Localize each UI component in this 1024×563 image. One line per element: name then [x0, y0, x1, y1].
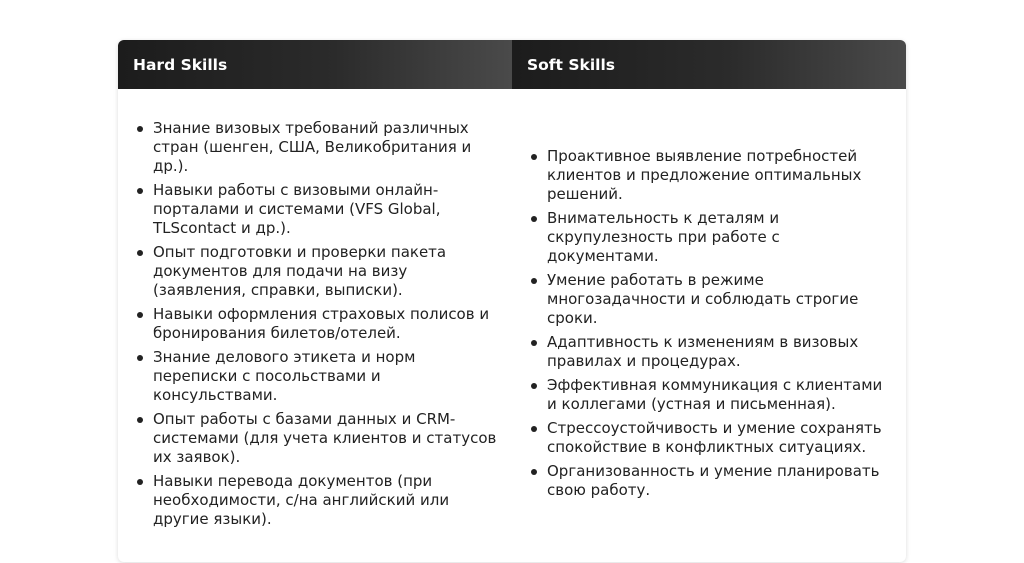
list-item: Проактивное выявление потребностей клиентов и предложение оптимальных решений.: [547, 147, 894, 204]
list-item: Умение работать в режиме многозадачности и соблюдать строгие сроки.: [547, 271, 894, 328]
list-item: Навыки оформления страховых полисов и бронирования билетов/отелей.: [153, 305, 500, 343]
list-item: Эффективная коммуникация с клиентами и коллегами (устная и письменная).: [547, 376, 894, 414]
list-item: Внимательность к деталям и скрупулезность при работе с документами.: [547, 209, 894, 266]
hard-skills-list: [118, 119, 512, 534]
list-item: Навыки работы с визовыми онлайн-порталами и системами (VFS Global, TLScontact и др.).: [153, 181, 500, 238]
list-item: Опыт работы с базами данных и CRM-системами (для учета клиентов и статусов их заявок).: [153, 410, 500, 467]
list-item: Организованность и умение планировать свою работу.: [547, 462, 894, 500]
list-item: Знание визовых требований различных стран (шенген, США, Великобритания и др.).: [153, 119, 500, 176]
soft-skills-header: Soft Skills: [512, 40, 906, 89]
list-item: Адаптивность к изменениям в визовых правилах и процедурах.: [547, 333, 894, 371]
list-item: Знание делового этикета и норм переписки с посольствами и консульствами.: [153, 348, 500, 405]
hard-skills-header: Hard Skills: [118, 40, 512, 89]
list-item: Стрессоустойчивость и умение сохранять спокойствие в конфликтных ситуациях.: [547, 419, 894, 457]
table-header: [118, 40, 906, 89]
hard-skills-column: [118, 89, 512, 562]
skills-table: [118, 40, 906, 562]
table-body: [118, 89, 906, 562]
soft-skills-column: [512, 89, 906, 562]
soft-skills-list: [512, 147, 906, 505]
list-item: Опыт подготовки и проверки пакета документов для подачи на визу (заявления, справки, выписки).: [153, 243, 500, 300]
list-item: Навыки перевода документов (при необходимости, с/на английский или другие языки).: [153, 472, 500, 529]
